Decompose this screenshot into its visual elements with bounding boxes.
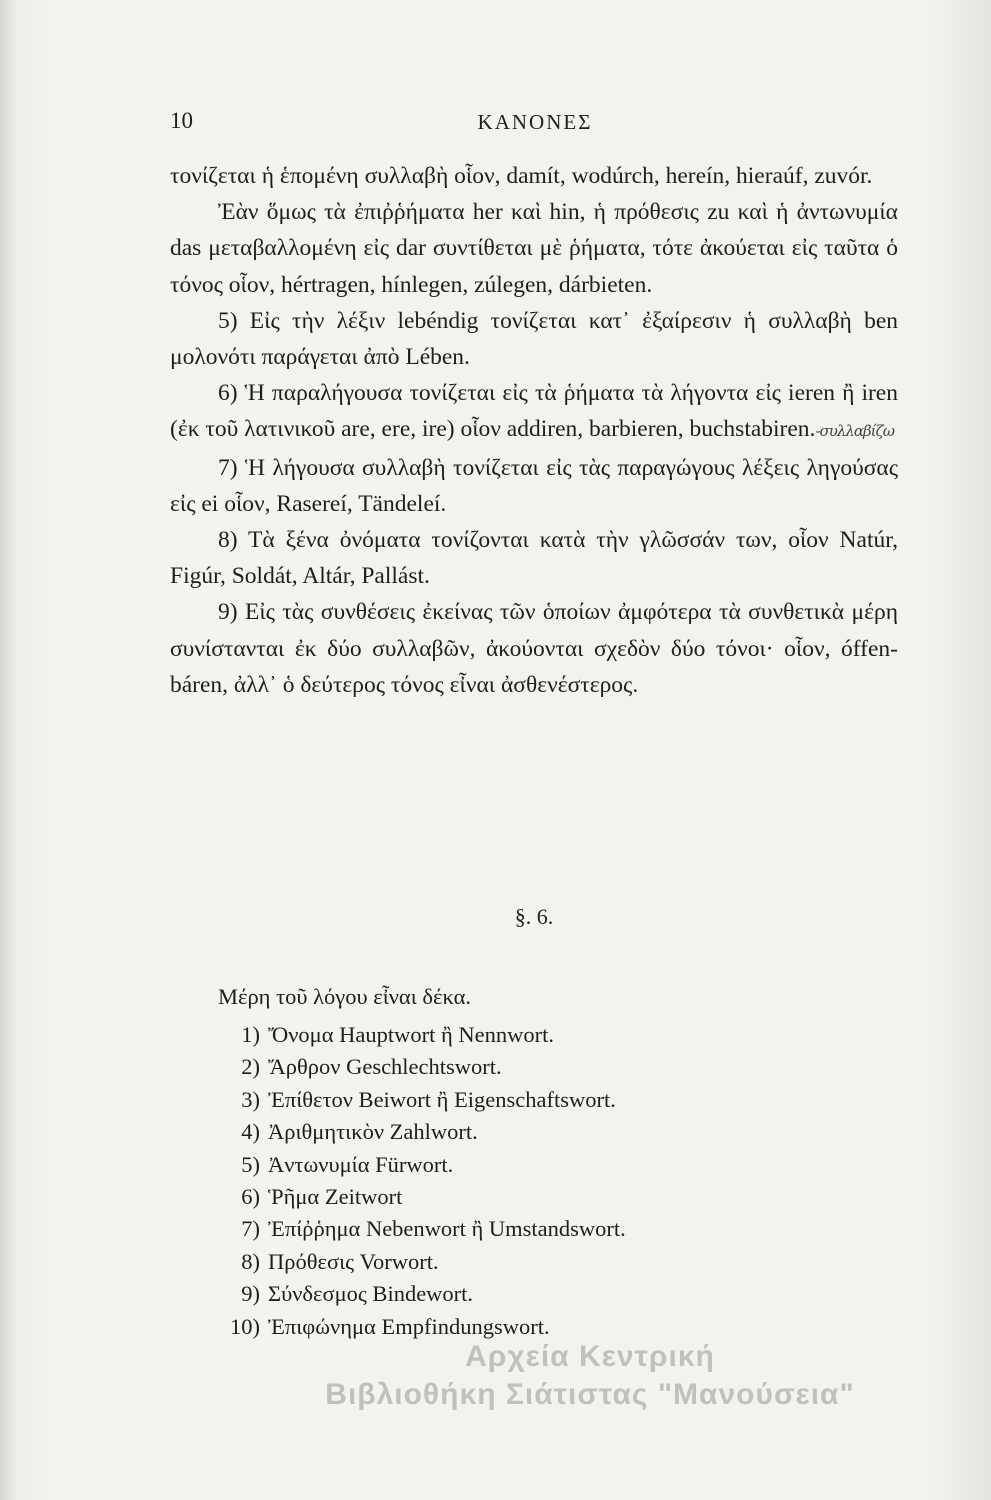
item-text: Ἀντωνυμία Fürwort. — [268, 1151, 454, 1177]
item-number: 9) — [241, 1281, 260, 1307]
item-text: Ῥῆμα Zeitwort — [268, 1183, 403, 1209]
list-item — [0, 1116, 991, 1148]
watermark-line: Βιβλιοθήκη Σιάτιστας "Μανούσεια" — [325, 1378, 855, 1411]
item-text: Ἐπίθετον Beiwort ἢ Eigenschaftswort. — [268, 1086, 616, 1112]
list-item — [0, 1278, 991, 1310]
item-number: 2) — [241, 1054, 260, 1080]
item-text: Πρόθεσις Vorwort. — [268, 1248, 439, 1274]
paragraph-rule-9: 9) Εἰς τὰς συνθέσεις ἐκείνας τῶν ὁποίων ἀμφότερα τὰ συνθετικὰ μέρη συνίστανται ἐκ δύο συλλαβῶν, ἀκούονται σχεδὸν δύο τόνοι· οἷον, óffen-báren, ἀλλ᾽ ὁ δεύτερος τόνος εἶναι ἀσθενέστερος. — [170, 599, 898, 698]
list-item — [0, 1084, 991, 1116]
watermark-line: Αρχεία Κεντρική — [465, 1340, 715, 1373]
rule-6-text: 6) Ἡ παραλήγουσα τονίζεται εἰς τὰ ῥήματα τὰ λήγοντα εἰς ieren ἢ iren (ἐκ τοῦ λατινικοῦ are, ere, ire) οἷον addiren, barbieren, buchstabiren. — [170, 380, 898, 443]
paragraph-continuation: τονίζεται ἡ ἑπομένη συλλαβὴ οἷον, damít, wodúrch, hereín, hieraúf, zuvór. — [170, 163, 873, 189]
running-title: ΚΑΝΟΝΕΣ — [477, 110, 593, 134]
item-text: Ἐπιφώνημα Empfindungswort. — [268, 1313, 550, 1339]
list-item — [0, 1019, 991, 1051]
list-intro: Μέρη τοῦ λόγου εἶναι δέκα. — [218, 984, 471, 1009]
paragraph-prefix-verbs: Ἐὰν ὅμως τὰ ἐπιῤῥήματα her καὶ hin, ἡ πρόθεσις zu καὶ ἡ ἀντωνυμία das μεταβαλλομένη εἰς dar συντίθεται μὲ ῥήματα, τότε ἀκούεται εἰς ταῦτα ὁ τόνος οἷον, hértragen, hínlegen, zúlegen, dárbieten. — [170, 199, 898, 298]
item-text: Ὄνομα Hauptwort ἢ Nennwort. — [268, 1022, 554, 1047]
item-number: 4) — [241, 1119, 260, 1145]
item-text: Σύνδεσμος Bindewort. — [268, 1281, 474, 1307]
item-text: Ἐπίῤῥημα Nebenwort ἢ Umstandswort. — [268, 1216, 626, 1242]
page-number: 10 — [170, 108, 193, 133]
item-number: 6) — [241, 1183, 260, 1209]
item-text: Ἀριθμητικὸν Zahlwort. — [268, 1119, 478, 1145]
body-text — [170, 158, 898, 703]
paragraph-rule-6 — [170, 375, 898, 449]
item-number: 1) — [241, 1022, 260, 1047]
list-item — [0, 1246, 991, 1278]
page-header — [170, 108, 900, 148]
parts-of-speech-list — [0, 1019, 991, 1343]
item-number: 8) — [241, 1248, 260, 1274]
list-item — [0, 1213, 991, 1245]
list-item — [0, 1181, 991, 1213]
library-watermark — [200, 1338, 980, 1414]
paragraph-rule-7: 7) Ἡ λήγουσα συλλαβὴ τονίζεται εἰς τὰς παραγώγους λέξεις ληγούσας εἰς ei οἷον, Rasereí, Tändeleí. — [170, 454, 898, 517]
list-item — [0, 1051, 991, 1083]
item-text: Ἄρθρον Geschlechtswort. — [268, 1054, 502, 1080]
item-number: 10) — [230, 1313, 260, 1339]
item-number: 3) — [241, 1086, 260, 1112]
paragraph-rule-5: 5) Εἰς τὴν λέξιν lebéndig τονίζεται κατ᾽ ἐξαίρεσιν ἡ συλλαβὴ ben μολονότι παράγεται ἀπὸ Lében. — [170, 307, 898, 371]
item-number: 5) — [241, 1151, 260, 1177]
item-number: 7) — [241, 1216, 260, 1242]
handwritten-note: -συλλαβίζω — [815, 422, 894, 441]
list-item — [0, 1149, 991, 1181]
section-heading: §. 6. — [514, 904, 554, 929]
paragraph-rule-8: 8) Τὰ ξένα ὀνόματα τονίζονται κατὰ τὴν γλῶσσάν των, οἷον Natúr, Figúr, Soldát, Altár, Pallást. — [170, 527, 898, 590]
